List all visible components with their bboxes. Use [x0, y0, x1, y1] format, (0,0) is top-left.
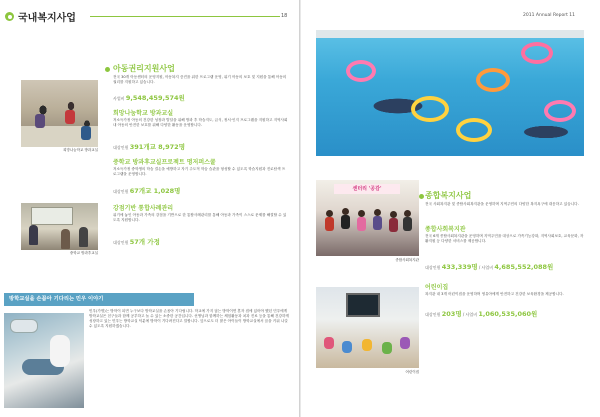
daycare-budget: [425, 309, 595, 318]
child-rights-budget: [113, 93, 185, 102]
budget-label: 사업비: [113, 96, 125, 101]
story-title-bar: 방학교실을 손꼽아 기다리는 민우 이야기: [4, 293, 194, 306]
welfare-center-budget: [425, 262, 595, 271]
budget-label: 대상인원: [113, 145, 129, 150]
person-torso: [341, 215, 350, 229]
float-ring: [346, 60, 376, 82]
story-body: 민우(가명)는 방학이 되면 누구보다 방학교실을 손꼽아 기다립니다. 학교에 가지 않는 방학이면 혼자 집에 있어야 했던 민우에게 방학교실은 친구들과 함께 공부하고 놀 수 있는 소중한 공간입니다. 선생님과 함께하는 체험활동과 치과 진료 등을 통해 건강하게 성장하고 있는 민우는 방학교실 덕분에 방학이 기다려진다고 말합니다. 앞으로도 더 많은 아이들이 방학교실에서 꿈을 키워 나갈 수 있도록 지원하겠습니다.: [89, 309, 289, 329]
student-figure: [61, 229, 70, 249]
strength-case-title: 강점기반 통합사례관리: [113, 205, 174, 212]
budget-separator: / 사업비: [477, 265, 495, 270]
person-torso: [403, 217, 412, 231]
monitor: [346, 293, 380, 317]
child-figure: [400, 337, 410, 349]
person-torso: [373, 216, 382, 230]
budget-label: 대상인원: [113, 240, 129, 245]
class-photo-caption: 중학교 방과후교실: [69, 251, 98, 255]
middle-school-body: 저소득가정 중학생의 학습 결손을 예방하고 자기 주도적 학습 습관을 형성할 수 있도록 학습지원과 진로탐색 프로그램을 운영합니다.: [113, 167, 286, 177]
budget-value: 4,685,552,088원: [494, 263, 554, 271]
budget-separator: / 사업비: [461, 312, 479, 317]
child-figure: [362, 339, 372, 351]
child-figure: [342, 341, 352, 353]
child-rights-title: 아동권리지원사업: [113, 64, 175, 73]
right-running-head: 2011 Annual Report 11: [523, 13, 576, 18]
strength-case-body: 위기에 놓인 아동과 가족의 강점을 기반으로 한 통합사례관리를 통해 아동과 가족이 스스로 문제를 해결할 수 있도록 지원합니다.: [113, 213, 287, 223]
study-room-photo: [21, 80, 98, 147]
float-ring: [411, 96, 449, 122]
welfare-center-title: 종합사회복지관: [425, 226, 466, 233]
group-photo-caption: 종합사회복지관: [395, 258, 419, 262]
section-bullet-icon: [419, 194, 424, 199]
section-bullet-icon: [5, 12, 14, 21]
section-bullet-icon: [105, 67, 110, 72]
photo-banner: 센터리 '공감': [334, 184, 400, 194]
budget-value: 203명: [441, 310, 462, 318]
middle-school-budget: [113, 186, 180, 195]
community-body: 전국 사회복지관 및 종합사회복지관을 운영하며 지역주민의 다양한 복지욕구에 대응하고 있습니다.: [425, 202, 579, 206]
middle-school-title: 중학교 방과후교실프로젝트 명저퍼스쿨: [113, 159, 216, 166]
classroom-photo: [21, 203, 98, 250]
budget-value: 9,548,459,574원: [125, 94, 185, 102]
person-head: [404, 210, 411, 217]
person-head: [342, 208, 349, 215]
whiteboard: [31, 207, 73, 225]
student-figure: [79, 227, 88, 247]
person-head: [326, 210, 333, 217]
strength-case-budget: [113, 237, 160, 246]
page-spine: [299, 0, 301, 417]
teacher-figure: [29, 225, 38, 245]
budget-label: 대상인원: [425, 265, 441, 270]
hope-school-body: 저소득가정 아동의 건강한 성장과 발달을 위해 방과 후 학습지도, 급식, 정서·인지 프로그램을 지원하고 지역사회 내 아동의 안전한 보호를 위해 다양한 활동을 운영합니다.: [113, 118, 288, 128]
budget-value: 391개교 8,972명: [129, 143, 185, 151]
person-torso: [357, 217, 366, 231]
pool-roof: [316, 30, 584, 38]
dental-clinic-photo: [4, 313, 84, 408]
person-torso: [325, 217, 334, 231]
hope-school-title: 희망나눔학교 방과교실: [113, 110, 174, 117]
student-figure: [65, 110, 75, 124]
budget-value: 433,339명: [441, 263, 478, 271]
child-figure: [382, 342, 392, 354]
float-ring: [476, 68, 510, 92]
child-figure: [324, 337, 334, 349]
person-head: [374, 209, 381, 216]
float-ring: [521, 42, 553, 64]
student-figure: [35, 114, 45, 128]
child-rights-body: 전국 30개 아동센터의 운영지원, 아동복지 증진을 위한 프로그램 운영, 위기 아동의 보호 및 지원을 통해 아동의 권리를 지원하고 있습니다.: [113, 75, 287, 85]
welfare-center-body: 전국 6개 종합사회복지관을 운영하며 지역주민을 대상으로 가족기능강화, 지역사회보호, 교육문화, 자활지원 등 다양한 서비스를 제공합니다.: [425, 234, 584, 244]
budget-value: 57개 가정: [129, 238, 160, 246]
budget-value: 67개교 1,028명: [129, 187, 181, 195]
float-ring: [456, 118, 492, 142]
daycare-title: 어린이집: [425, 284, 449, 291]
student-figure: [81, 126, 91, 140]
hope-school-budget: [113, 142, 185, 151]
section-title: 국내복지사업: [18, 13, 76, 24]
kids-photo-caption: 어린이집: [405, 370, 419, 374]
daycare-photo: [316, 287, 419, 368]
dental-lamp: [10, 319, 38, 333]
budget-value: 1,060,535,060원: [478, 310, 538, 318]
budget-label: 대상인원: [425, 312, 441, 317]
study-photo-caption: 희망나눔학교 방과교실: [63, 148, 98, 152]
pool-photo: [316, 30, 584, 156]
person-head: [390, 211, 397, 218]
daycare-body: 복지관 내 3개 어린이집을 운영하며 영유아에게 안전하고 건강한 보육환경을 제공합니다.: [425, 292, 564, 296]
community-title: 종합복지사업: [425, 191, 472, 200]
budget-label: 대상인원: [113, 189, 129, 194]
group-photo: [316, 180, 419, 256]
person-head: [358, 210, 365, 217]
float-ring: [544, 100, 576, 122]
header-rule: [90, 16, 280, 17]
dentist-figure: [50, 335, 70, 367]
left-page-number: 18: [281, 13, 288, 19]
person-torso: [389, 218, 398, 232]
